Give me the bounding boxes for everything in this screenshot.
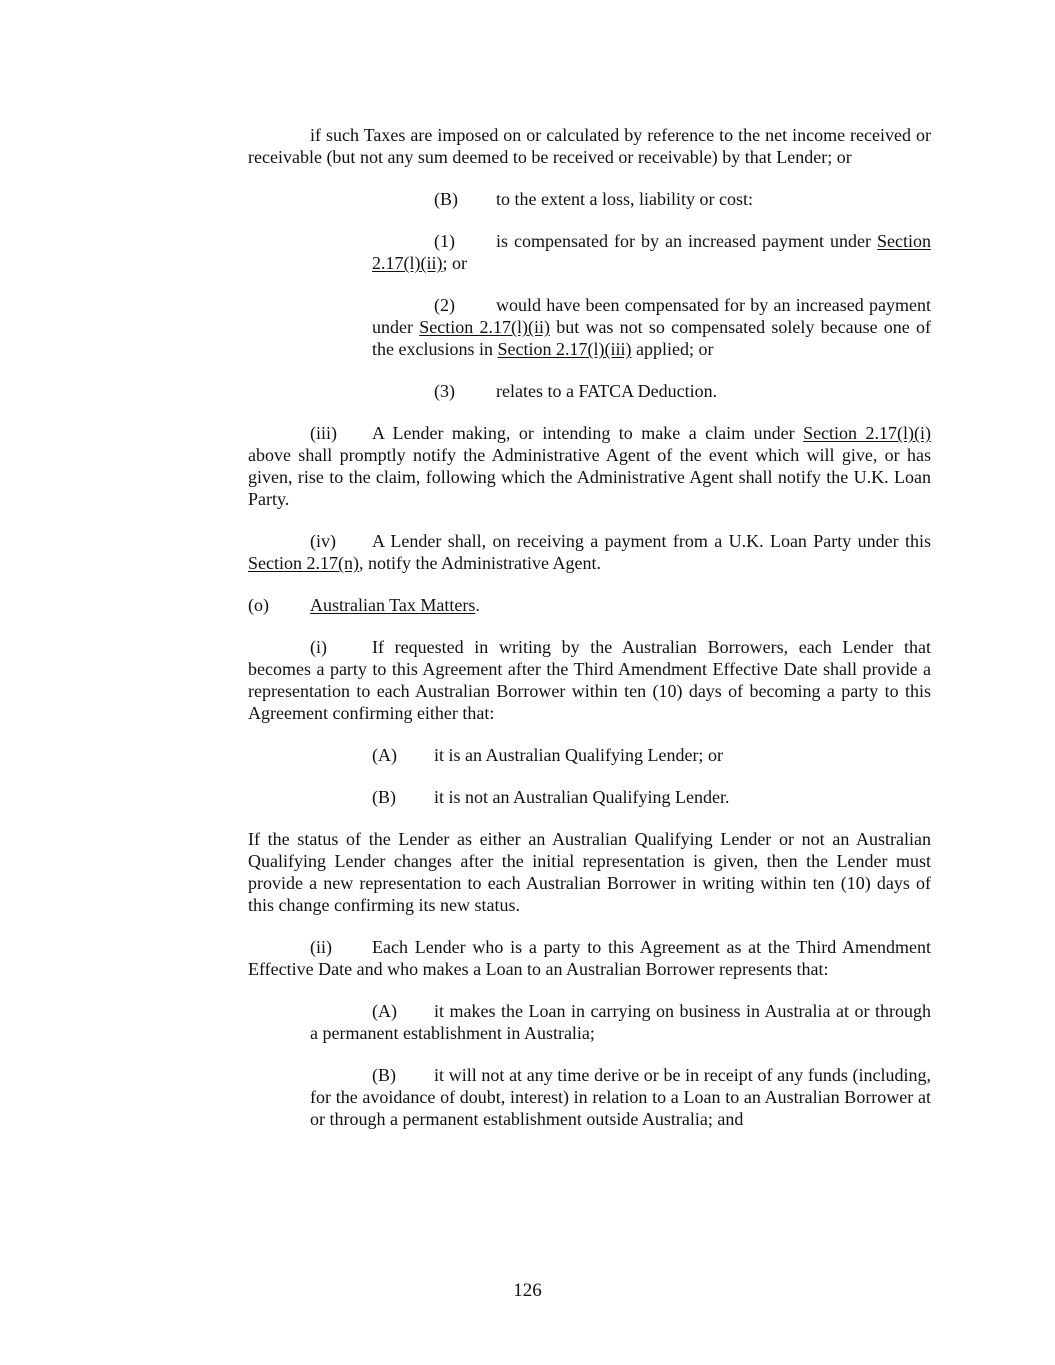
paragraph-tax-net-income: if such Taxes are imposed on or calculated by reference to the net income received or receivable (but not any sum deemed to be received or receivable) by that Lender; or: [248, 125, 931, 167]
section-heading-title: Australian Tax Matters: [310, 595, 476, 615]
clause-iii-claim-notify: (iii) A Lender making, or intending to make a claim under Section 2.17(l)(i) above shall promptly notify the Administrative Agent of the event which will give, or has given, rise to the claim, following which the Administrative Agent shall notify the U.K. Loan Party.: [248, 423, 931, 509]
clause-label: (B): [434, 189, 458, 209]
clause-label: (1): [434, 231, 455, 251]
clause-o-ii-a: (A) it makes the Loan in carrying on business in Australia at or through a permanent establishment in Australia;: [310, 1001, 931, 1043]
clause-iv-payment-notify: (iv) A Lender shall, on receiving a payment from a U.K. Loan Party under this Section 2.17(n), notify the Administrative Agent.: [248, 531, 931, 573]
clause-label: (ii): [310, 937, 332, 957]
section-ref-link: Section 2.17(l)(iii): [497, 339, 632, 359]
clause-label: (i): [310, 637, 327, 657]
section-ref-link: Section 2.17(l)(i): [803, 423, 931, 443]
clause-label: (o): [248, 595, 269, 615]
page-number: 126: [513, 1280, 542, 1301]
section-o-heading: (o) Australian Tax Matters.: [248, 595, 480, 615]
section-ref-link: Section 2.17(n): [248, 553, 359, 573]
clause-o-ii-existing-lender: (ii) Each Lender who is a party to this Agreement as at the Third Amendment Effective Date and who makes a Loan to an Australian Borrower represents that:: [248, 937, 931, 979]
document-body: [248, 124, 931, 1150]
clause-1-compensated: (1) is compensated for by an increased payment under Section 2.17(l)(ii); or: [372, 231, 931, 273]
clause-text: relates to a FATCA Deduction.: [496, 381, 718, 401]
clause-label: (3): [434, 381, 455, 401]
clause-text: to the extent a loss, liability or cost:: [496, 189, 753, 209]
clause-o-i-a: (A) it is an Australian Qualifying Lender; or: [372, 745, 723, 765]
clause-label: (iii): [310, 423, 337, 443]
clause-label: (A): [372, 1001, 397, 1021]
clause-label: (2): [434, 295, 455, 315]
section-ref-link: Section 2.17(l)(ii): [372, 231, 931, 273]
clause-o-i-representation: (i) If requested in writing by the Australian Borrowers, each Lender that becomes a party to this Agreement after the Third Amendment Effective Date shall provide a representation to each Australian Borrower within ten (10) days of becoming a party to this Agreement confirming either that:: [248, 637, 931, 723]
clause-2-would-have-been: (2) would have been compensated for by an increased payment under Section 2.17(l)(ii) but was not so compensated solely because one of the exclusions in Section 2.17(l)(iii) applied; or: [372, 295, 932, 359]
clause-label: (B): [372, 787, 396, 807]
clause-b-loss-liability: [248, 188, 931, 210]
clause-label: (iv): [310, 531, 336, 551]
clause-label: (A): [372, 745, 397, 765]
section-ref-link: Section 2.17(l)(ii): [419, 317, 550, 337]
clause-3-fatca: [248, 380, 931, 402]
clause-o-i-b: (B) it is not an Australian Qualifying Lender.: [372, 787, 730, 807]
clause-label: (B): [372, 1065, 396, 1085]
clause-o-ii-b: (B) it will not at any time derive or be in receipt of any funds (including, for the avoidance of doubt, interest) in relation to a Loan to an Australian Borrower at or through a permanent establishment outside Australia; and: [310, 1065, 931, 1129]
paragraph-status-change: If the status of the Lender as either an Australian Qualifying Lender or not an Australian Qualifying Lender changes after the initial representation is given, then the Lender must provide a new representation to each Australian Borrower in writing within ten (10) days of this change confirming its new status.: [248, 829, 931, 915]
